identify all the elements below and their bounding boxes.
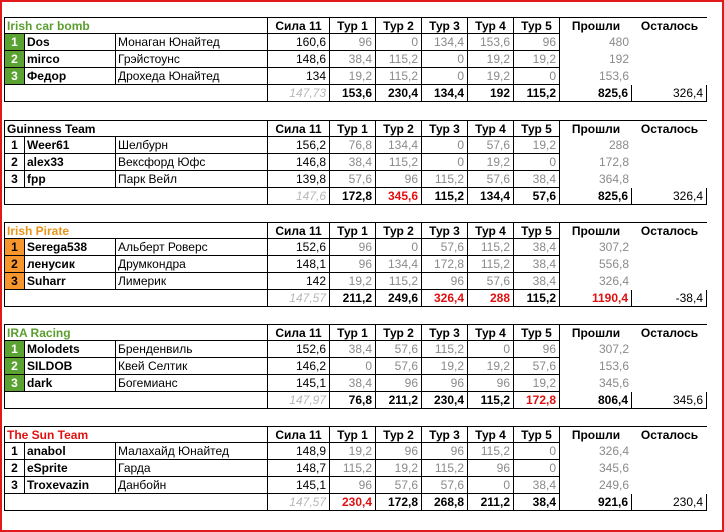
team-tour-total: 115,2 bbox=[422, 188, 468, 205]
player-passed: 288 bbox=[608, 138, 629, 152]
player-row[interactable] bbox=[4, 171, 718, 188]
tour-score: 19,2 bbox=[330, 273, 376, 290]
column-header: Сила 11 bbox=[268, 222, 330, 239]
tour-score: 115,2 bbox=[468, 256, 514, 273]
team-tour-total: 134,4 bbox=[422, 85, 468, 102]
team-block bbox=[4, 17, 718, 102]
player-strength: 134 bbox=[268, 68, 330, 85]
tour-score: 115,2 bbox=[376, 51, 422, 68]
total-spacer bbox=[4, 290, 268, 307]
player-rank-badge: 1 bbox=[4, 443, 25, 460]
player-strength: 148,1 bbox=[268, 256, 330, 273]
player-passed: 345,6 bbox=[598, 376, 629, 390]
player-strength: 148,6 bbox=[268, 51, 330, 68]
team-remaining: -38,4 bbox=[632, 290, 707, 307]
player-club: Парк Вейл bbox=[116, 171, 268, 188]
tour-score: 57,6 bbox=[422, 239, 468, 256]
tour-score: 96 bbox=[376, 375, 422, 392]
player-remaining-empty bbox=[632, 34, 707, 51]
column-header: Тур 3 bbox=[422, 120, 468, 137]
tour-score: 96 bbox=[422, 443, 468, 460]
team-tour-total: 76,8 bbox=[330, 392, 376, 409]
player-row[interactable] bbox=[4, 51, 718, 68]
player-passed: 480 bbox=[608, 35, 629, 49]
team-tour-total: 172,8 bbox=[330, 188, 376, 205]
column-header: Сила 11 bbox=[268, 120, 330, 137]
team-header-row bbox=[4, 324, 718, 341]
tour-score: 57,6 bbox=[422, 477, 468, 494]
player-rank-badge: 2 bbox=[4, 256, 25, 273]
player-rank-badge: 1 bbox=[4, 239, 25, 256]
team-passed-total: 1190,4 bbox=[560, 290, 632, 307]
team-tour-total: 326,4 bbox=[422, 290, 468, 307]
player-remaining-empty bbox=[632, 358, 707, 375]
tour-score: 115,2 bbox=[330, 460, 376, 477]
column-header: Прошли bbox=[560, 426, 632, 443]
player-club: Малахайд Юнайтед bbox=[116, 443, 268, 460]
player-row[interactable] bbox=[4, 154, 718, 171]
tour-score: 115,2 bbox=[468, 443, 514, 460]
team-tour-total: 115,2 bbox=[468, 392, 514, 409]
tour-score: 19,2 bbox=[330, 68, 376, 85]
player-strength: 156,2 bbox=[268, 137, 330, 154]
tour-score: 38,4 bbox=[330, 51, 376, 68]
tour-score: 57,6 bbox=[376, 341, 422, 358]
column-header: Прошли bbox=[560, 324, 632, 341]
team-block bbox=[4, 426, 718, 511]
tour-score: 0 bbox=[514, 460, 560, 477]
tour-score: 115,2 bbox=[376, 154, 422, 171]
player-nick[interactable]: alex33 bbox=[25, 154, 116, 171]
tour-score: 96 bbox=[468, 375, 514, 392]
column-header: Прошли bbox=[560, 222, 632, 239]
player-nick[interactable]: fpp bbox=[25, 171, 116, 188]
column-header: Тур 2 bbox=[376, 17, 422, 34]
column-header: Тур 5 bbox=[514, 222, 560, 239]
player-nick[interactable]: Serega538 bbox=[25, 239, 116, 256]
player-remaining-empty bbox=[632, 460, 707, 477]
tour-score: 96 bbox=[422, 375, 468, 392]
tour-score: 57,6 bbox=[330, 171, 376, 188]
player-remaining-empty bbox=[632, 477, 707, 494]
column-header: Сила 11 bbox=[268, 426, 330, 443]
tour-score: 38,4 bbox=[330, 341, 376, 358]
team-total-row bbox=[4, 188, 718, 205]
tour-score: 134,4 bbox=[376, 137, 422, 154]
player-club: Альберт Роверс bbox=[116, 239, 268, 256]
column-header: Тур 2 bbox=[376, 324, 422, 341]
column-header: Тур 5 bbox=[514, 120, 560, 137]
team-average-strength: 147,57 bbox=[268, 494, 330, 511]
column-header: Сила 11 bbox=[268, 324, 330, 341]
tour-score: 19,2 bbox=[514, 137, 560, 154]
column-header: Осталось bbox=[632, 120, 707, 137]
tour-score: 96 bbox=[330, 477, 376, 494]
column-header: Тур 2 bbox=[376, 426, 422, 443]
player-nick[interactable]: Dos bbox=[25, 34, 116, 51]
column-header: Прошли bbox=[560, 17, 632, 34]
player-club: Друмкондра bbox=[116, 256, 268, 273]
tour-score: 38,4 bbox=[514, 256, 560, 273]
player-remaining-empty bbox=[632, 375, 707, 392]
player-rank-badge: 3 bbox=[4, 273, 25, 290]
tour-score: 19,2 bbox=[330, 443, 376, 460]
tour-score: 172,8 bbox=[422, 256, 468, 273]
team-name[interactable]: IRA Racing bbox=[4, 324, 268, 341]
tour-score: 38,4 bbox=[330, 154, 376, 171]
column-header: Осталось bbox=[632, 426, 707, 443]
player-passed: 326,4 bbox=[598, 444, 629, 458]
player-remaining-empty bbox=[632, 443, 707, 460]
team-tour-total: 153,6 bbox=[330, 85, 376, 102]
player-passed: 153,6 bbox=[598, 69, 629, 83]
player-strength: 145,1 bbox=[268, 375, 330, 392]
tour-score: 19,2 bbox=[376, 460, 422, 477]
player-rank-badge: 1 bbox=[4, 341, 25, 358]
team-total-row bbox=[4, 290, 718, 307]
tour-score: 0 bbox=[468, 341, 514, 358]
tour-score: 0 bbox=[514, 443, 560, 460]
team-block bbox=[4, 324, 718, 409]
column-header: Тур 1 bbox=[330, 426, 376, 443]
player-passed: 307,2 bbox=[598, 240, 629, 254]
player-strength: 148,7 bbox=[268, 460, 330, 477]
player-row[interactable] bbox=[4, 273, 718, 290]
player-rank-badge: 2 bbox=[4, 460, 25, 477]
column-header: Тур 1 bbox=[330, 324, 376, 341]
player-passed: 364,8 bbox=[598, 172, 629, 186]
total-spacer bbox=[4, 85, 268, 102]
team-header-row bbox=[4, 120, 718, 137]
team-remaining: 326,4 bbox=[632, 85, 707, 102]
tour-score: 96 bbox=[330, 256, 376, 273]
tour-score: 19,2 bbox=[468, 68, 514, 85]
column-header: Тур 5 bbox=[514, 17, 560, 34]
tour-score: 57,6 bbox=[514, 358, 560, 375]
tour-score: 19,2 bbox=[422, 358, 468, 375]
player-row[interactable] bbox=[4, 477, 718, 494]
player-passed: 326,4 bbox=[598, 274, 629, 288]
player-nick[interactable]: Molodets bbox=[25, 341, 116, 358]
tour-score: 0 bbox=[376, 239, 422, 256]
team-tour-total: 268,8 bbox=[422, 494, 468, 511]
team-name[interactable]: Guinness Team bbox=[4, 120, 268, 137]
team-tour-total: 211,2 bbox=[376, 392, 422, 409]
tour-score: 38,4 bbox=[514, 171, 560, 188]
team-name[interactable]: The Sun Team bbox=[4, 426, 268, 443]
player-passed: 172,8 bbox=[598, 155, 629, 169]
player-strength: 160,6 bbox=[268, 34, 330, 51]
team-total-row bbox=[4, 85, 718, 102]
team-passed-total: 921,6 bbox=[560, 494, 632, 511]
column-header: Тур 4 bbox=[468, 324, 514, 341]
tour-score: 134,4 bbox=[376, 256, 422, 273]
player-row[interactable] bbox=[4, 341, 718, 358]
player-passed: 307,2 bbox=[598, 342, 629, 356]
player-club: Дрохеда Юнайтед bbox=[116, 68, 268, 85]
tour-score: 115,2 bbox=[376, 273, 422, 290]
tour-score: 19,2 bbox=[468, 51, 514, 68]
tour-score: 115,2 bbox=[422, 341, 468, 358]
team-header-row bbox=[4, 17, 718, 34]
team-tour-total: 211,2 bbox=[468, 494, 514, 511]
player-remaining-empty bbox=[632, 341, 707, 358]
player-nick[interactable]: dark bbox=[25, 375, 116, 392]
team-average-strength: 147,73 bbox=[268, 85, 330, 102]
player-rank-badge: 3 bbox=[4, 477, 25, 494]
team-tour-total: 172,8 bbox=[376, 494, 422, 511]
team-name[interactable]: Irish car bomb bbox=[4, 17, 268, 34]
column-header: Прошли bbox=[560, 120, 632, 137]
column-header: Тур 1 bbox=[330, 17, 376, 34]
player-strength: 148,9 bbox=[268, 443, 330, 460]
tour-score: 96 bbox=[422, 273, 468, 290]
player-rank-badge: 3 bbox=[4, 68, 25, 85]
team-tour-total: 211,2 bbox=[330, 290, 376, 307]
team-remaining: 345,6 bbox=[632, 392, 707, 409]
column-header: Осталось bbox=[632, 324, 707, 341]
team-tour-total: 249,6 bbox=[376, 290, 422, 307]
column-header: Тур 4 bbox=[468, 426, 514, 443]
team-tour-total: 172,8 bbox=[514, 392, 560, 409]
player-club: Богемианс bbox=[116, 375, 268, 392]
player-remaining-empty bbox=[632, 51, 707, 68]
team-total-row bbox=[4, 494, 718, 511]
player-row[interactable] bbox=[4, 137, 718, 154]
player-remaining-empty bbox=[632, 137, 707, 154]
tour-score: 19,2 bbox=[514, 51, 560, 68]
tour-score: 76,8 bbox=[330, 137, 376, 154]
tour-score: 115,2 bbox=[376, 68, 422, 85]
team-tour-total: 134,4 bbox=[468, 188, 514, 205]
player-strength: 146,2 bbox=[268, 358, 330, 375]
tour-score: 0 bbox=[330, 358, 376, 375]
column-header: Тур 4 bbox=[468, 120, 514, 137]
player-row[interactable] bbox=[4, 34, 718, 51]
team-block bbox=[4, 120, 718, 205]
player-nick[interactable]: anabol bbox=[25, 443, 116, 460]
player-row[interactable] bbox=[4, 68, 718, 85]
player-rank-badge: 2 bbox=[4, 51, 25, 68]
tour-score: 19,2 bbox=[514, 375, 560, 392]
column-header: Тур 3 bbox=[422, 324, 468, 341]
player-nick[interactable]: mirco bbox=[25, 51, 116, 68]
player-club: Бренденвиль bbox=[116, 341, 268, 358]
player-club: Гарда bbox=[116, 460, 268, 477]
player-nick[interactable]: SILDOB bbox=[25, 358, 116, 375]
tour-score: 57,6 bbox=[376, 477, 422, 494]
player-club: Грэйстоунс bbox=[116, 51, 268, 68]
column-header: Тур 2 bbox=[376, 120, 422, 137]
tour-score: 57,6 bbox=[468, 137, 514, 154]
player-club: Шелбурн bbox=[116, 137, 268, 154]
player-remaining-empty bbox=[632, 154, 707, 171]
tour-score: 38,4 bbox=[514, 239, 560, 256]
tour-score: 96 bbox=[514, 34, 560, 51]
team-remaining: 230,4 bbox=[632, 494, 707, 511]
player-rank-badge: 1 bbox=[4, 137, 25, 154]
team-tour-total: 115,2 bbox=[514, 85, 560, 102]
player-rank-badge: 3 bbox=[4, 171, 25, 188]
tour-score: 0 bbox=[422, 68, 468, 85]
team-average-strength: 147,57 bbox=[268, 290, 330, 307]
player-row[interactable] bbox=[4, 239, 718, 256]
player-rank-badge: 1 bbox=[4, 34, 25, 51]
player-strength: 152,6 bbox=[268, 239, 330, 256]
tour-score: 0 bbox=[514, 154, 560, 171]
tour-score: 96 bbox=[376, 443, 422, 460]
tour-score: 57,6 bbox=[376, 358, 422, 375]
player-remaining-empty bbox=[632, 256, 707, 273]
tour-score: 96 bbox=[514, 341, 560, 358]
player-nick[interactable]: Weer61 bbox=[25, 137, 116, 154]
player-passed: 192 bbox=[608, 52, 629, 66]
team-passed-total: 825,6 bbox=[560, 188, 632, 205]
tour-score: 96 bbox=[468, 460, 514, 477]
player-passed: 153,6 bbox=[598, 359, 629, 373]
player-row[interactable] bbox=[4, 443, 718, 460]
player-strength: 145,1 bbox=[268, 477, 330, 494]
tour-score: 115,2 bbox=[422, 171, 468, 188]
team-tour-total: 230,4 bbox=[376, 85, 422, 102]
tour-score: 19,2 bbox=[468, 154, 514, 171]
player-nick[interactable]: ленусик bbox=[25, 256, 116, 273]
tour-score: 96 bbox=[330, 239, 376, 256]
player-strength: 152,6 bbox=[268, 341, 330, 358]
column-header: Осталось bbox=[632, 222, 707, 239]
player-club: Квей Селтик bbox=[116, 358, 268, 375]
team-average-strength: 147,6 bbox=[268, 188, 330, 205]
column-header: Сила 11 bbox=[268, 17, 330, 34]
player-row[interactable] bbox=[4, 256, 718, 273]
tour-score: 57,6 bbox=[468, 273, 514, 290]
column-header: Тур 5 bbox=[514, 426, 560, 443]
team-tour-total: 288 bbox=[468, 290, 514, 307]
column-header: Тур 3 bbox=[422, 426, 468, 443]
team-header-row bbox=[4, 426, 718, 443]
player-row[interactable] bbox=[4, 375, 718, 392]
team-tour-total: 230,4 bbox=[422, 392, 468, 409]
column-header: Тур 5 bbox=[514, 324, 560, 341]
player-nick[interactable]: Suharr bbox=[25, 273, 116, 290]
player-club: Монаган Юнайтед bbox=[116, 34, 268, 51]
tour-score: 0 bbox=[514, 68, 560, 85]
team-tour-total: 192 bbox=[468, 85, 514, 102]
tour-score: 115,2 bbox=[422, 460, 468, 477]
player-row[interactable] bbox=[4, 358, 718, 375]
total-spacer bbox=[4, 188, 268, 205]
column-header: Тур 1 bbox=[330, 222, 376, 239]
player-passed: 249,6 bbox=[598, 478, 629, 492]
tour-score: 115,2 bbox=[468, 239, 514, 256]
tour-score: 153,6 bbox=[468, 34, 514, 51]
column-header: Тур 4 bbox=[468, 222, 514, 239]
tour-score: 19,2 bbox=[468, 358, 514, 375]
column-header: Тур 3 bbox=[422, 222, 468, 239]
tour-score: 96 bbox=[376, 171, 422, 188]
player-nick[interactable]: Troxevazin bbox=[25, 477, 116, 494]
tour-score: 134,4 bbox=[422, 34, 468, 51]
tour-score: 57,6 bbox=[468, 171, 514, 188]
team-remaining: 326,4 bbox=[632, 188, 707, 205]
player-rank-badge: 2 bbox=[4, 358, 25, 375]
team-header-row bbox=[4, 222, 718, 239]
player-passed: 345,6 bbox=[598, 461, 629, 475]
player-rank-badge: 3 bbox=[4, 375, 25, 392]
total-spacer bbox=[4, 494, 268, 511]
team-tour-total: 115,2 bbox=[514, 290, 560, 307]
player-strength: 139,8 bbox=[268, 171, 330, 188]
tour-score: 0 bbox=[376, 34, 422, 51]
player-rank-badge: 2 bbox=[4, 154, 25, 171]
column-header: Осталось bbox=[632, 17, 707, 34]
team-tour-total: 57,6 bbox=[514, 188, 560, 205]
team-tour-total: 345,6 bbox=[376, 188, 422, 205]
team-block bbox=[4, 222, 718, 307]
team-passed-total: 806,4 bbox=[560, 392, 632, 409]
total-spacer bbox=[4, 392, 268, 409]
player-nick[interactable]: eSprite bbox=[25, 460, 116, 477]
team-tour-total: 38,4 bbox=[514, 494, 560, 511]
tour-score: 38,4 bbox=[514, 273, 560, 290]
player-strength: 146,8 bbox=[268, 154, 330, 171]
player-remaining-empty bbox=[632, 171, 707, 188]
team-total-row bbox=[4, 392, 718, 409]
player-remaining-empty bbox=[632, 273, 707, 290]
tour-score: 0 bbox=[422, 137, 468, 154]
tour-score: 38,4 bbox=[330, 375, 376, 392]
player-passed: 556,8 bbox=[598, 257, 629, 271]
player-club: Лимерик bbox=[116, 273, 268, 290]
player-strength: 142 bbox=[268, 273, 330, 290]
tour-score: 0 bbox=[422, 154, 468, 171]
column-header: Тур 4 bbox=[468, 17, 514, 34]
player-row[interactable] bbox=[4, 460, 718, 477]
tour-score: 0 bbox=[468, 477, 514, 494]
team-tour-total: 230,4 bbox=[330, 494, 376, 511]
column-header: Тур 2 bbox=[376, 222, 422, 239]
player-remaining-empty bbox=[632, 239, 707, 256]
team-passed-total: 825,6 bbox=[560, 85, 632, 102]
column-header: Тур 1 bbox=[330, 120, 376, 137]
tour-score: 0 bbox=[422, 51, 468, 68]
player-club: Вексфорд Юфс bbox=[116, 154, 268, 171]
player-remaining-empty bbox=[632, 68, 707, 85]
player-nick[interactable]: Федор bbox=[25, 68, 116, 85]
team-name[interactable]: Irish Pirate bbox=[4, 222, 268, 239]
team-average-strength: 147,97 bbox=[268, 392, 330, 409]
tour-score: 96 bbox=[330, 34, 376, 51]
player-club: Данбойн bbox=[116, 477, 268, 494]
tour-score: 38,4 bbox=[514, 477, 560, 494]
column-header: Тур 3 bbox=[422, 17, 468, 34]
